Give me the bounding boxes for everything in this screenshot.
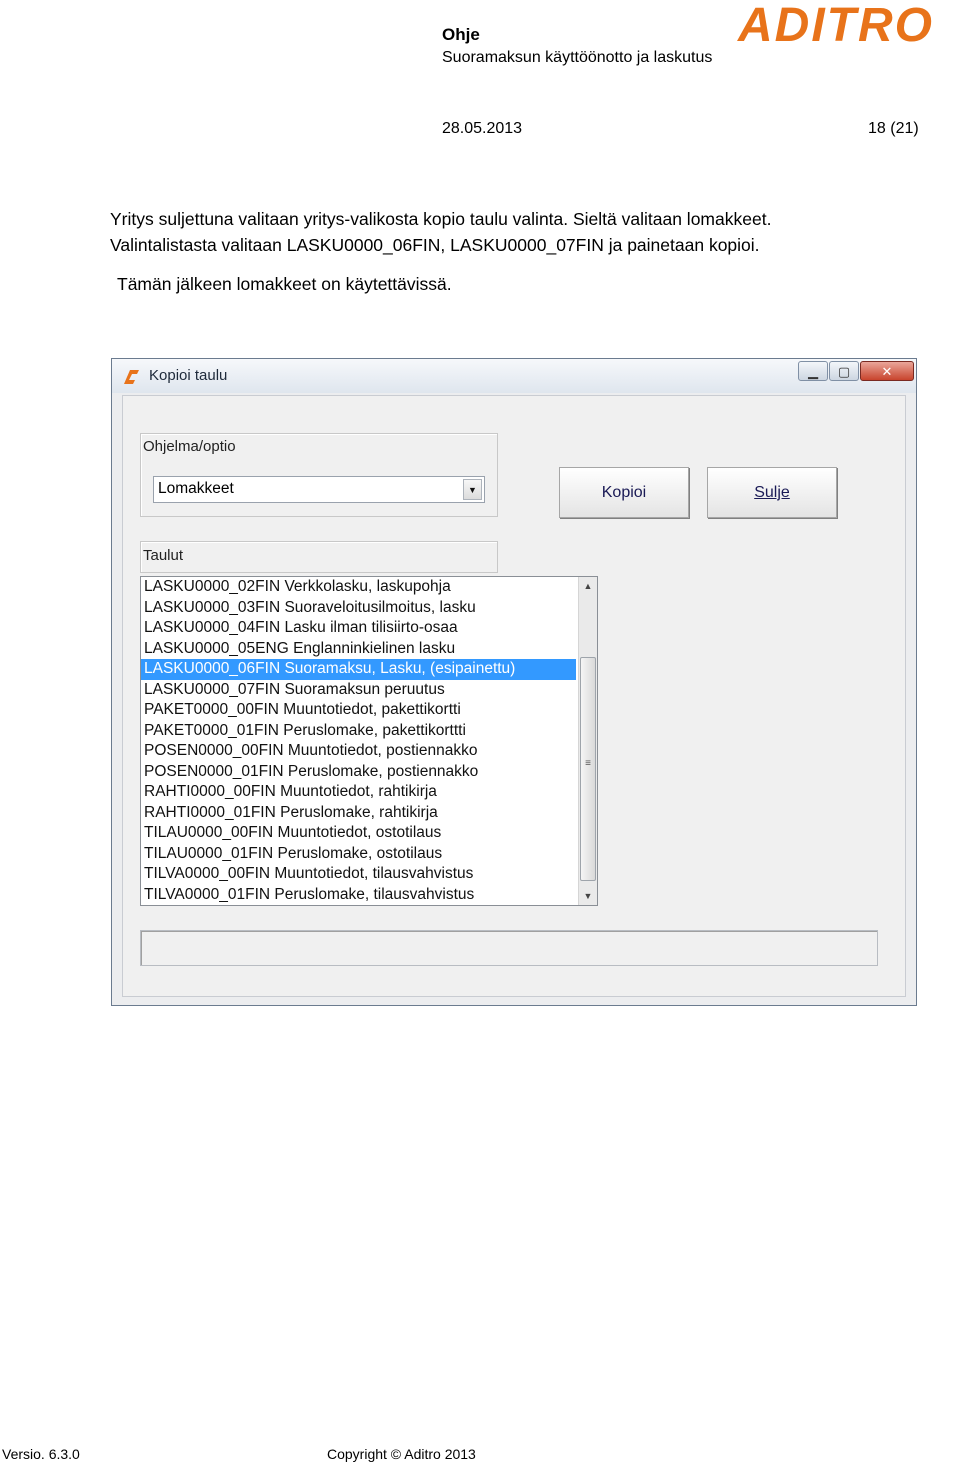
tables-label: Taulut [143, 547, 184, 564]
instructions-paragraph [110, 208, 910, 295]
footer-version: Versio. 6.3.0 [2, 1446, 80, 1462]
program-option-label: Ohjelma/optio [143, 438, 236, 455]
grip-icon: ≡ [585, 758, 591, 769]
logo-text: ADITRO [738, 2, 934, 46]
close-window-button[interactable]: ✕ [860, 361, 914, 381]
list-item[interactable]: RAHTI0000_00FIN Muuntotiedot, rahtikirja [144, 783, 437, 800]
window-title: Kopioi taulu [149, 367, 228, 384]
document-title: Ohje [442, 25, 480, 44]
copy-table-dialog [111, 358, 917, 1006]
dialog-client-area [122, 395, 906, 997]
list-item[interactable]: LASKU0000_07FIN Suoramaksun peruutus [144, 680, 445, 698]
list-item[interactable]: PAKET0000_01FIN Peruslomake, pakettikorttti [144, 721, 466, 739]
list-item[interactable]: TILVA0000_00FIN Muuntotiedot, tilausvahvistus [144, 865, 474, 882]
instruction-line-3: Tämän jälkeen lomakkeet on käytettävissä. [117, 274, 452, 294]
list-item[interactable]: TILVA0000_01FIN Peruslomake, tilausvahvistus [144, 885, 475, 903]
list-item[interactable]: LASKU0000_03FIN Suoraveloitusilmoitus, lasku [144, 598, 476, 616]
instruction-line-1: Yritys suljettuna valitaan yritys-valikosta kopio taulu valinta. Sieltä valitaan lomakkeet. [110, 209, 772, 229]
list-item[interactable]: LASKU0000_02FIN Verkkolasku, laskupohja [144, 578, 451, 595]
instruction-line-2: Valintalistasta valitaan LASKU0000_06FIN, LASKU0000_07FIN ja painetaan kopioi. [110, 235, 760, 255]
scrollbar-thumb[interactable] [580, 657, 596, 881]
aditro-logo [734, 2, 956, 46]
combo-selected-value: Lomakkeet [158, 480, 234, 497]
list-item[interactable]: POSEN0000_00FIN Muuntotiedot, postiennakko [144, 742, 478, 759]
copy-button[interactable]: Kopioi [559, 467, 689, 518]
program-option-combobox[interactable] [153, 476, 485, 503]
chevron-down-icon[interactable]: ▼ [463, 479, 482, 500]
title-bar[interactable] [112, 359, 916, 393]
document-date: 28.05.2013 [442, 120, 523, 137]
tables-header [140, 541, 498, 573]
document-subtitle: Suoramaksun käyttöönotto ja laskutus [442, 49, 713, 66]
footer-copyright: Copyright © Aditro 2013 [327, 1446, 476, 1462]
page-number: 18 (21) [868, 120, 919, 137]
list-item[interactable]: TILAU0000_00FIN Muuntotiedot, ostotilaus [144, 824, 442, 841]
list-item[interactable]: TILAU0000_01FIN Peruslomake, ostotilaus [144, 844, 443, 862]
scroll-up-icon[interactable]: ▲ [583, 581, 593, 591]
list-item[interactable]: LASKU0000_04FIN Lasku ilman tilisiirto-osaa [144, 619, 458, 636]
maximize-button[interactable]: ▢ [829, 361, 859, 381]
list-item[interactable]: PAKET0000_00FIN Muuntotiedot, pakettikortti [144, 701, 461, 718]
tables-listbox[interactable] [140, 576, 598, 906]
tables-list [141, 577, 576, 905]
program-option-group [140, 433, 498, 517]
minimize-button[interactable]: ▁ [798, 361, 828, 381]
list-item[interactable]: POSEN0000_01FIN Peruslomake, postiennakko [144, 762, 479, 780]
status-field [140, 930, 878, 966]
list-item[interactable]: RAHTI0000_01FIN Peruslomake, rahtikirja [144, 803, 438, 821]
list-item[interactable]: LASKU0000_05ENG Englanninkielinen lasku [144, 639, 456, 657]
app-icon [122, 368, 140, 386]
scroll-down-icon[interactable]: ▼ [583, 891, 593, 901]
vertical-scrollbar[interactable] [578, 577, 597, 905]
list-item-selected[interactable]: LASKU0000_06FIN Suoramaksu, Lasku, (esipainettu) [141, 659, 576, 680]
close-button[interactable]: Sulje [707, 467, 837, 518]
